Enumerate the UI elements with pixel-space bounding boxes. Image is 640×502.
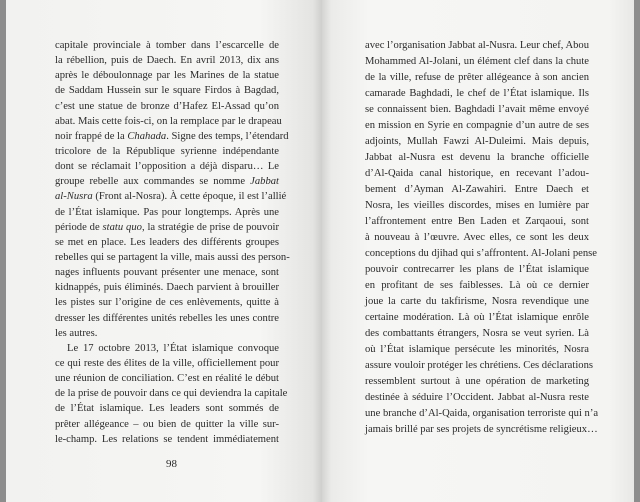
text-line: Le 17 octobre 2013, l’État islamique convoque bbox=[67, 342, 279, 354]
text-segment: , la stratégie de prise de pouvoir bbox=[141, 221, 279, 233]
text-line bbox=[55, 189, 287, 204]
text-line: les autres. bbox=[55, 327, 98, 339]
text-line: c’est une statue de bronze d’Hafez El-Assad qu’on bbox=[55, 100, 279, 112]
left-page bbox=[6, 0, 322, 502]
text-segment: noir frappé de la bbox=[55, 130, 128, 142]
text-line: de la prise de pouvoir dans ce qui deviendra la capitale bbox=[55, 388, 288, 400]
text-line: de la ville, refuse de prêter allégeance à son ancien bbox=[365, 72, 589, 83]
text-line: destinée à séduire l’Occident. Jabbat al-Nusra reste bbox=[365, 392, 589, 403]
text-line bbox=[55, 220, 279, 235]
text-line: nages influents pouvant présenter une menace, sont bbox=[55, 267, 279, 279]
text-line: Mohammed Al-Jolani, un élément clef dans la chute bbox=[365, 56, 589, 67]
text-line: se met en place. Les leaders des différents groupes bbox=[55, 236, 279, 248]
text-line: abat. Mais cette fois-ci, on la remplace par le drapeau bbox=[55, 115, 282, 127]
text-segment: groupe rebelle aux commandes se nomme bbox=[55, 176, 251, 188]
text-line: les pistes sur l’origine de ces enlèvements, quitte à bbox=[55, 297, 279, 309]
italic-text: Chahada bbox=[127, 130, 167, 142]
text-line: la rébellion, puis de Daech. En avril 2013, dix ans bbox=[55, 55, 279, 67]
text-line: où l’État islamique persécute les minorités, Nosra bbox=[365, 344, 589, 355]
text-line: prêter allégeance – ou bien de quitter la ville sur- bbox=[55, 418, 279, 430]
text-segment: (Front al-Nosra). À cette époque, il est l’allié bbox=[92, 191, 287, 203]
text-line: dont se réclamait l’opposition a déjà disparu… Le bbox=[55, 161, 279, 173]
text-line: avec l’organisation Jabbat al-Nusra. Leur chef, Abou bbox=[365, 40, 589, 51]
text-line: l’affrontement entre Ben Laden et Zarqaoui, sont bbox=[365, 216, 589, 227]
text-line: ce qui reste des élites de la ville, officiellement pour bbox=[55, 357, 279, 369]
text-line: une réunion de conciliation. C’est en réalité le début bbox=[55, 373, 279, 385]
text-line: tricolore de la République syrienne indépendante bbox=[55, 145, 279, 157]
text-line: de l’État islamique. Les leaders sont sommés de bbox=[55, 403, 279, 415]
text-segment: . Signe des temps, l’étendard bbox=[166, 130, 289, 142]
text-line: jamais brillé par ses projets de syncrétisme religieux… bbox=[365, 424, 598, 435]
text-line: se connaissent bien. Baghdadi l’avait même envoyé bbox=[365, 104, 589, 115]
text-line: adjoints, Mullah Fawzi Al-Duleimi. Mais depuis, bbox=[365, 136, 589, 147]
text-line: rebelles qui se partagent la ville, mais aussi des person- bbox=[55, 251, 290, 263]
text-line: joue la carte du takfirisme, Nosra revendique une bbox=[365, 296, 589, 307]
right-page bbox=[322, 0, 634, 502]
text-segment: période de bbox=[55, 221, 103, 233]
text-line: d’Al-Qaida canal historique, en recevant l’adou- bbox=[365, 168, 589, 179]
italic-text: al-Nusra bbox=[55, 191, 93, 203]
text-line: des combattants étrangers, Nosra se veut syrien. Là bbox=[365, 328, 589, 339]
left-page-text bbox=[55, 38, 290, 447]
text-line: une branche d’Al-Qaida, organisation terroriste qui n’a bbox=[365, 408, 599, 419]
text-line: assure vouloir protéger les chrétiens. Ces déclarations bbox=[365, 360, 593, 371]
text-line: après le déboulonnage par les Marines de la statue bbox=[55, 70, 279, 82]
text-line: bement d’Ayman Al-Zawahiri. Entre Daech et bbox=[365, 184, 589, 195]
text-line: de Saddam Hussein sur le square Firdos à Bagdad, bbox=[55, 85, 279, 97]
text-line: ressemblent surtout à une opération de marketing bbox=[365, 376, 589, 387]
text-line: conceptions du djihad qui s’affrontent. Al-Jolani pense bbox=[365, 248, 597, 259]
text-line: le-champ. Les relations se tendent immédiatement bbox=[55, 433, 279, 445]
text-line: en mission en Syrie en compagnie d’un autre de ses bbox=[365, 120, 589, 131]
text-line: de l’État islamique. Pas pour longtemps. Après une bbox=[55, 206, 279, 218]
text-line bbox=[55, 129, 289, 144]
text-line: camarade Baghdadi, le chef de l’État islamique. Ils bbox=[365, 88, 589, 99]
text-line bbox=[55, 174, 279, 189]
italic-text: statu quo bbox=[102, 221, 142, 233]
italic-text: Jabbat bbox=[250, 176, 279, 188]
text-line: certaine modération. Là où l’État islamique enrôle bbox=[365, 312, 589, 323]
text-line: capitale provinciale à tomber dans l’escarcelle de bbox=[55, 40, 279, 51]
text-line: pouvoir contrecarrer les plans de l’État islamique bbox=[365, 264, 589, 275]
page-number: 98 bbox=[166, 458, 177, 470]
right-page-text bbox=[365, 38, 599, 438]
text-line: Jabbat al-Nusra est devenu la branche officielle bbox=[365, 152, 589, 163]
text-line: Nosra, les vieilles discordes, mises en lumière par bbox=[365, 200, 589, 211]
text-line: en profitant de ses faiblesses. Là où ce dernier bbox=[365, 280, 589, 291]
text-line: à nouveau à l’œuvre. Avec elles, ce sont les deux bbox=[365, 232, 589, 243]
text-line: kidnappés, puis éliminés. Daech parvient à brouiller bbox=[55, 282, 279, 294]
text-line: dresser les différentes unités rebelles les unes contre bbox=[55, 312, 279, 324]
